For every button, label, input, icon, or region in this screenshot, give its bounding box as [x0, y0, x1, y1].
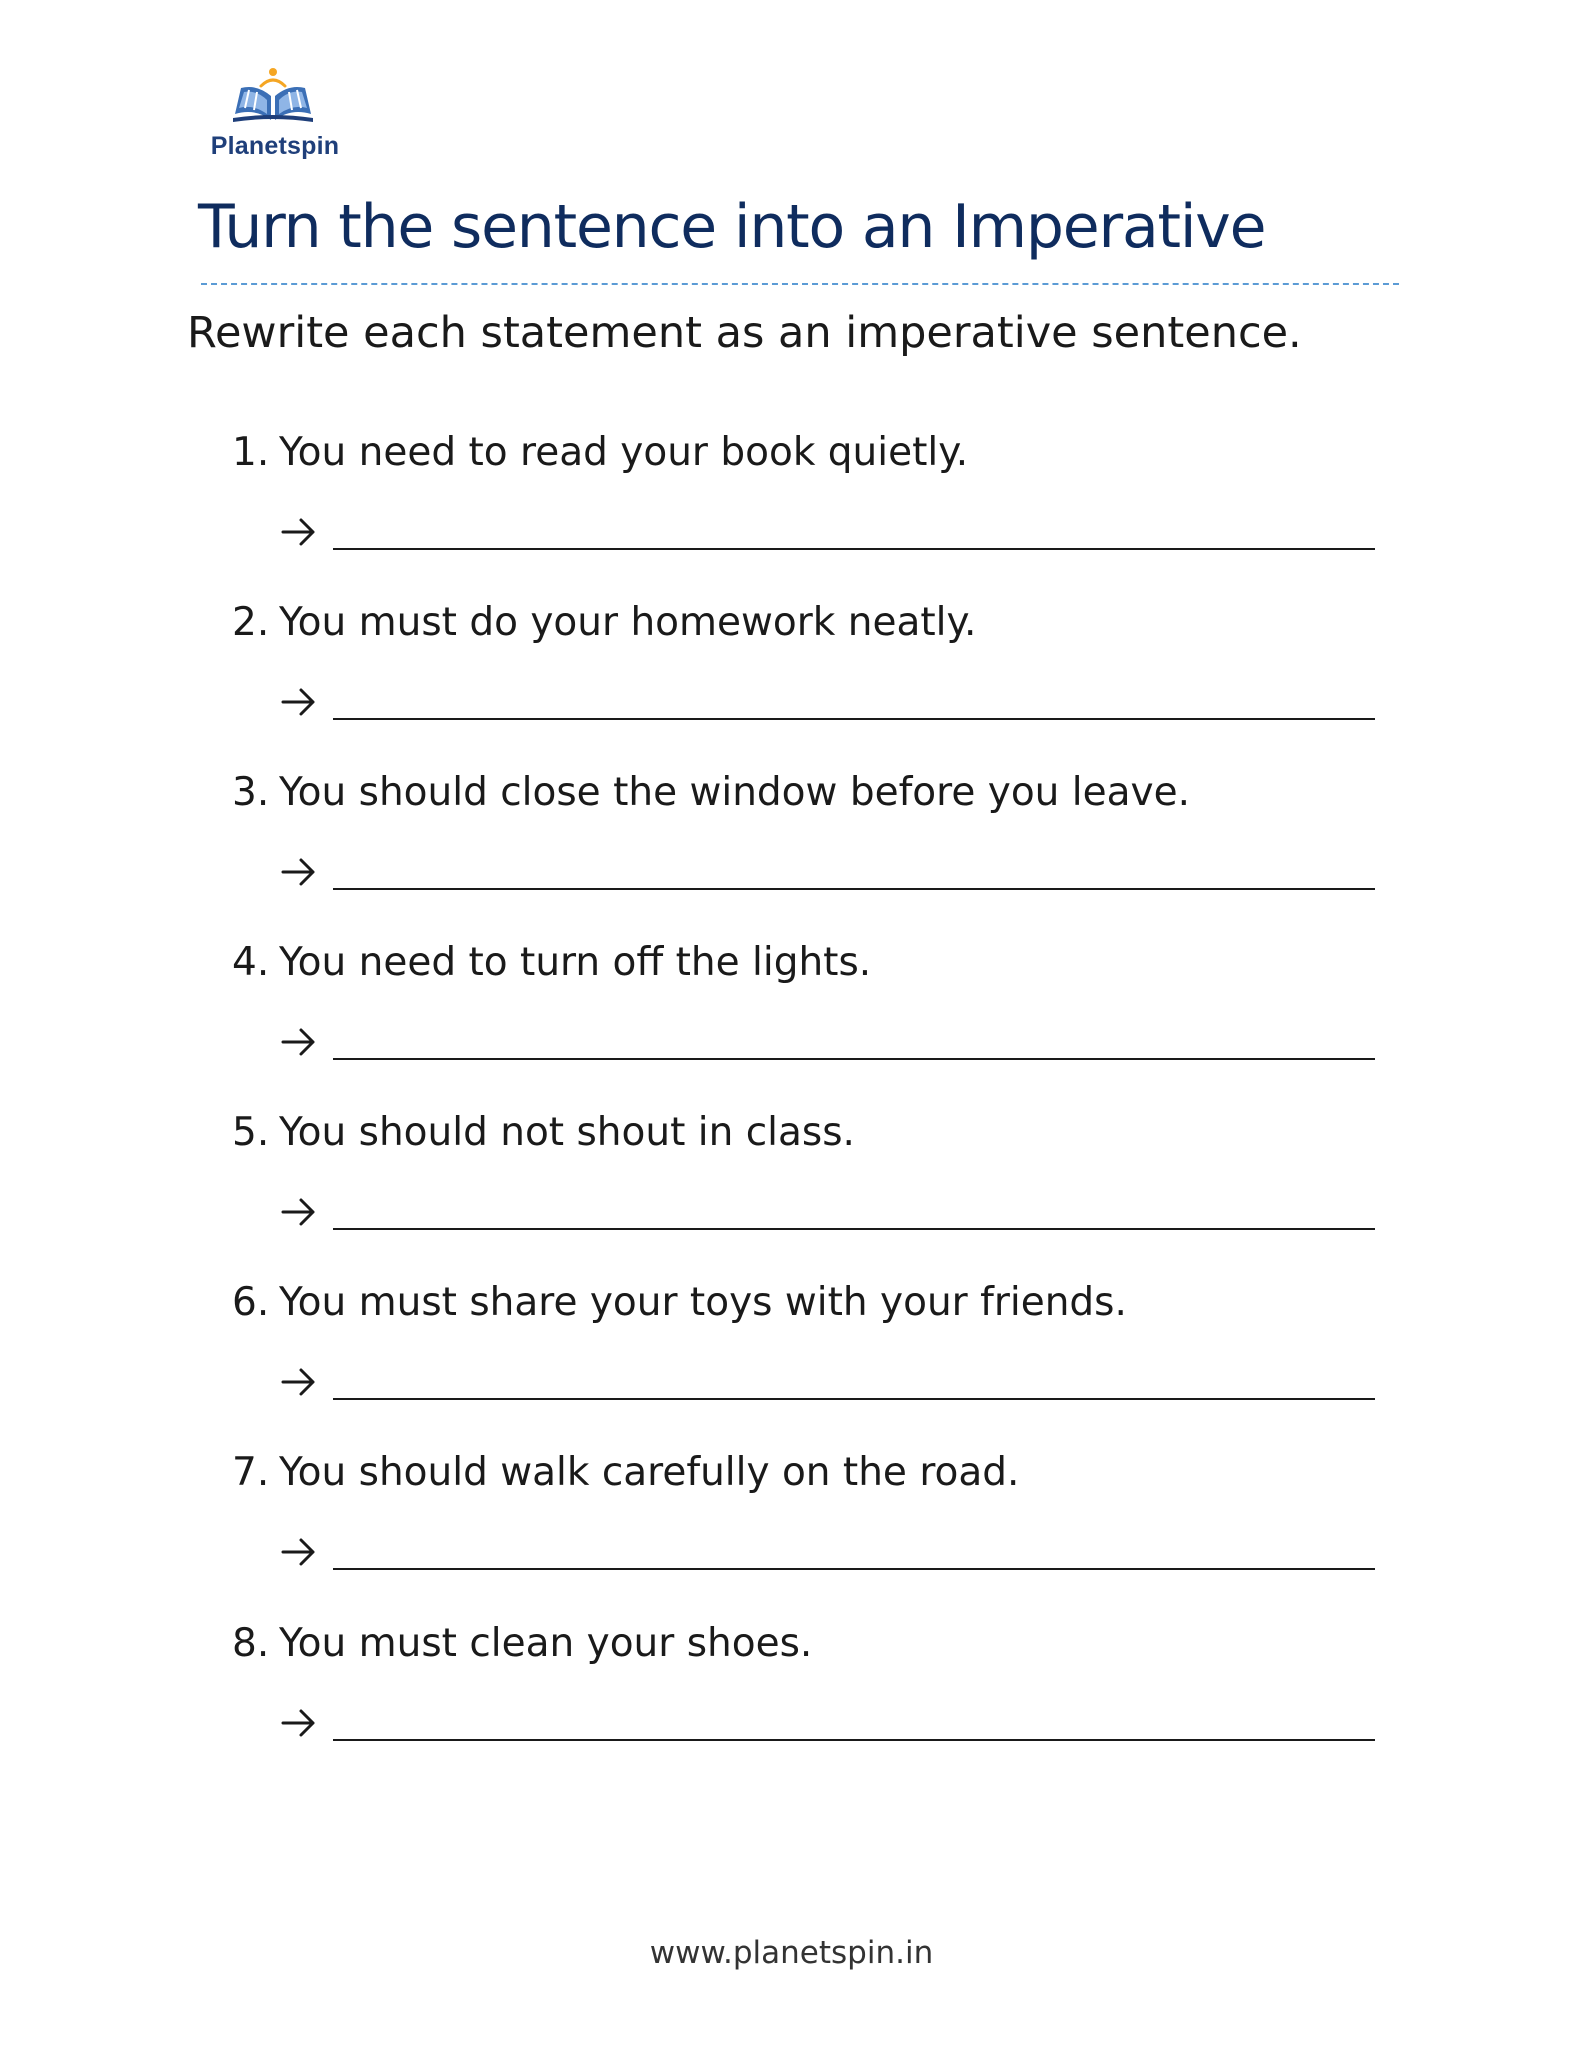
item-number: 6.: [232, 1280, 270, 1325]
exercise-item: [0, 1621, 1583, 1791]
item-statement: You should not shout in class.: [279, 1110, 855, 1155]
item-number: 7.: [232, 1450, 270, 1495]
answer-line[interactable]: [333, 718, 1375, 720]
item-statement: You must clean your shoes.: [279, 1621, 813, 1666]
exercise-prompt: [232, 1450, 1019, 1495]
item-statement: You must do your homework neatly.: [279, 600, 977, 645]
exercise-prompt: [232, 940, 871, 985]
exercise-prompt: [232, 1110, 855, 1155]
brand-name: Planetspin: [210, 132, 340, 160]
right-arrow-icon: [279, 682, 319, 722]
item-number: 5.: [232, 1110, 270, 1155]
footer-url: www.planetspin.in: [649, 1935, 934, 1971]
answer-line[interactable]: [333, 888, 1375, 890]
answer-line[interactable]: [333, 1058, 1375, 1060]
exercise-prompt: [232, 1280, 1127, 1325]
item-statement: You need to read your book quietly.: [279, 430, 969, 475]
answer-line[interactable]: [333, 548, 1375, 550]
exercise-prompt: [232, 430, 968, 475]
right-arrow-icon: [279, 1362, 319, 1402]
exercise-item: [0, 430, 1583, 600]
item-statement: You must share your toys with your friends.: [279, 1280, 1127, 1325]
answer-line[interactable]: [333, 1228, 1375, 1230]
right-arrow-icon: [279, 1022, 319, 1062]
answer-line[interactable]: [333, 1398, 1375, 1400]
worksheet-instructions: Rewrite each statement as an imperative sentence.: [187, 308, 1302, 358]
item-number: 2.: [232, 600, 270, 645]
worksheet-title: Turn the sentence into an Imperative: [198, 192, 1266, 262]
exercise-item: [0, 1110, 1583, 1280]
answer-line[interactable]: [333, 1568, 1375, 1570]
exercise-item: [0, 600, 1583, 770]
right-arrow-icon: [279, 512, 319, 552]
exercise-prompt: [232, 770, 1190, 815]
exercise-item: [0, 940, 1583, 1110]
exercise-item: [0, 770, 1583, 940]
exercise-prompt: [232, 1621, 812, 1666]
item-number: 4.: [232, 940, 270, 985]
item-statement: You need to turn off the lights.: [279, 940, 872, 985]
answer-line[interactable]: [333, 1739, 1375, 1741]
item-statement: You should walk carefully on the road.: [279, 1450, 1020, 1495]
item-number: 3.: [232, 770, 270, 815]
exercise-item: [0, 1280, 1583, 1450]
item-statement: You should close the window before you leave.: [279, 770, 1190, 815]
exercise-item: [0, 1450, 1583, 1620]
right-arrow-icon: [279, 852, 319, 892]
right-arrow-icon: [279, 1192, 319, 1232]
right-arrow-icon: [279, 1703, 319, 1743]
exercise-prompt: [232, 600, 976, 645]
right-arrow-icon: [279, 1532, 319, 1572]
item-number: 1.: [232, 430, 270, 475]
item-number: 8.: [232, 1621, 270, 1666]
